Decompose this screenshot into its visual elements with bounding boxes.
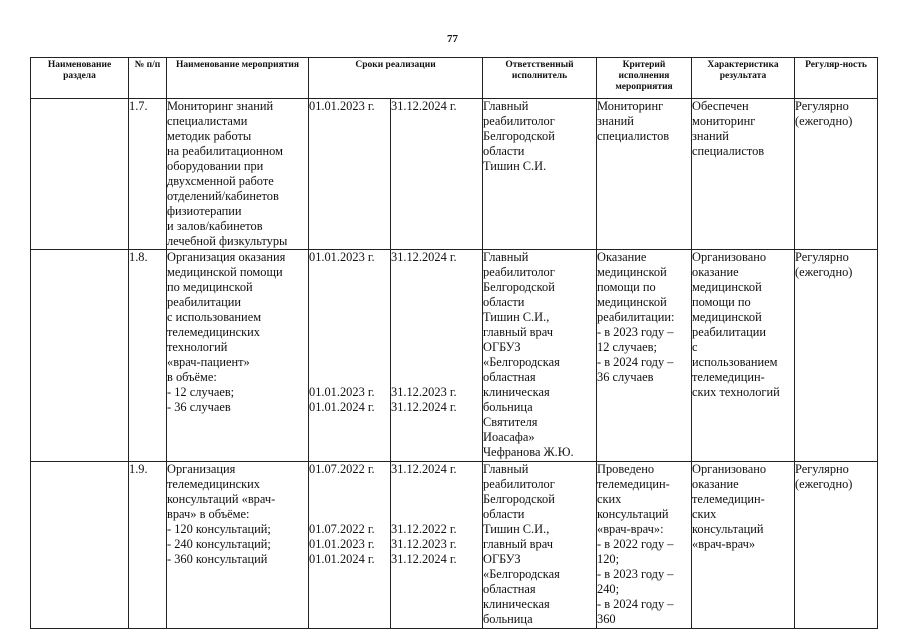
responsible-person: Главный реабилитолог Белгородской области Тишин С.И. [483, 99, 597, 250]
event-name [167, 99, 309, 250]
completion-criterion: Мониторинг знаний специалистов [597, 99, 692, 250]
event-line: оборудовании при [167, 159, 264, 173]
event-line: методик работы [167, 129, 252, 143]
header-num: № п/п [129, 58, 167, 99]
completion-criterion: Оказание медицинской помощи по медицинской реабилитации: - в 2023 году – 12 случаев; - в 2024 году – 36 случаев [597, 250, 692, 462]
table-row-1-7 [31, 99, 878, 250]
end-date: 31.12.2024 г. 31.12.2022 г. 31.12.2023 г. 31.12.2024 г. [391, 462, 483, 629]
regularity: Регулярно (ежегодно) [795, 250, 878, 462]
header-criterion: Критерий исполнения мероприятия [597, 58, 692, 99]
start-date: 01.07.2022 г. 01.07.2022 г. 01.01.2023 г. 01.01.2024 г. [309, 462, 391, 629]
result-description: Организовано оказание медицинской помощи по медицинской реабилитации с использованием телемедицин- ских технологий [692, 250, 795, 462]
result-description: Организовано оказание телемедицин- ских консультаций «врач-врач» [692, 462, 795, 629]
section-cell [31, 99, 129, 250]
event-name: Организация оказания медицинской помощи по медицинской реабилитации с использованием телемедицинских технологий «врач-пациент» в объёме: - 12 случаев; - 36 случаев [167, 250, 309, 462]
header-period: Сроки реализации [309, 58, 483, 99]
activities-table [30, 57, 878, 629]
page-number: 77 [447, 33, 458, 45]
event-line: двухсменной работе [167, 174, 274, 188]
responsible-person: Главный реабилитолог Белгородской области Тишин С.И., главный врач ОГБУЗ «Белгородская областная клиническая больница [483, 462, 597, 629]
section-cell [31, 462, 129, 629]
completion-criterion: Проведено телемедицин- ских консультаций «врач-врач»: - в 2022 году – 120; - в 2023 году – 240; - в 2024 году – 360 [597, 462, 692, 629]
event-name: Организация телемедицинских консультаций «врач- врач» в объёме: - 120 консультаций; - 240 консультаций; - 360 консультаций [167, 462, 309, 629]
event-line: специалистами [167, 114, 248, 128]
table-row-1-9 [31, 462, 878, 629]
start-date: 01.01.2023 г. 01.01.2023 г. 01.01.2024 г. [309, 250, 391, 462]
start-date: 01.01.2023 г. [309, 99, 391, 250]
responsible-person: Главный реабилитолог Белгородской области Тишин С.И., главный врач ОГБУЗ «Белгородская областная клиническая больница Святителя Иоасафа» Чефранова Ж.Ю. [483, 250, 597, 462]
header-event: Наименование мероприятия [167, 58, 309, 99]
row-number: 1.9. [129, 462, 167, 629]
event-line: и залов/кабинетов [167, 219, 263, 233]
regularity: Регулярно (ежегодно) [795, 99, 878, 250]
event-line: физиотерапии [167, 204, 242, 218]
row-number: 1.7. [129, 99, 167, 250]
header-result: Характеристика результата [692, 58, 795, 99]
event-line: отделений/кабинетов [167, 189, 279, 203]
regularity: Регулярно (ежегодно) [795, 462, 878, 629]
table-row-1-8 [31, 250, 878, 462]
event-line: Мониторинг знаний [167, 99, 274, 113]
result-description: Обеспечен мониторинг знаний специалистов [692, 99, 795, 250]
end-date: 31.12.2024 г. 31.12.2023 г. 31.12.2024 г. [391, 250, 483, 462]
header-regularity: Регуляр-ность [795, 58, 878, 99]
end-date: 31.12.2024 г. [391, 99, 483, 250]
row-number: 1.8. [129, 250, 167, 462]
event-line: на реабилитационном [167, 144, 283, 158]
header-section: Наименование раздела [31, 58, 129, 99]
event-line: лечебной физкультуры [167, 234, 288, 248]
header-row [31, 58, 878, 99]
section-cell [31, 250, 129, 462]
header-responsible: Ответственный исполнитель [483, 58, 597, 99]
